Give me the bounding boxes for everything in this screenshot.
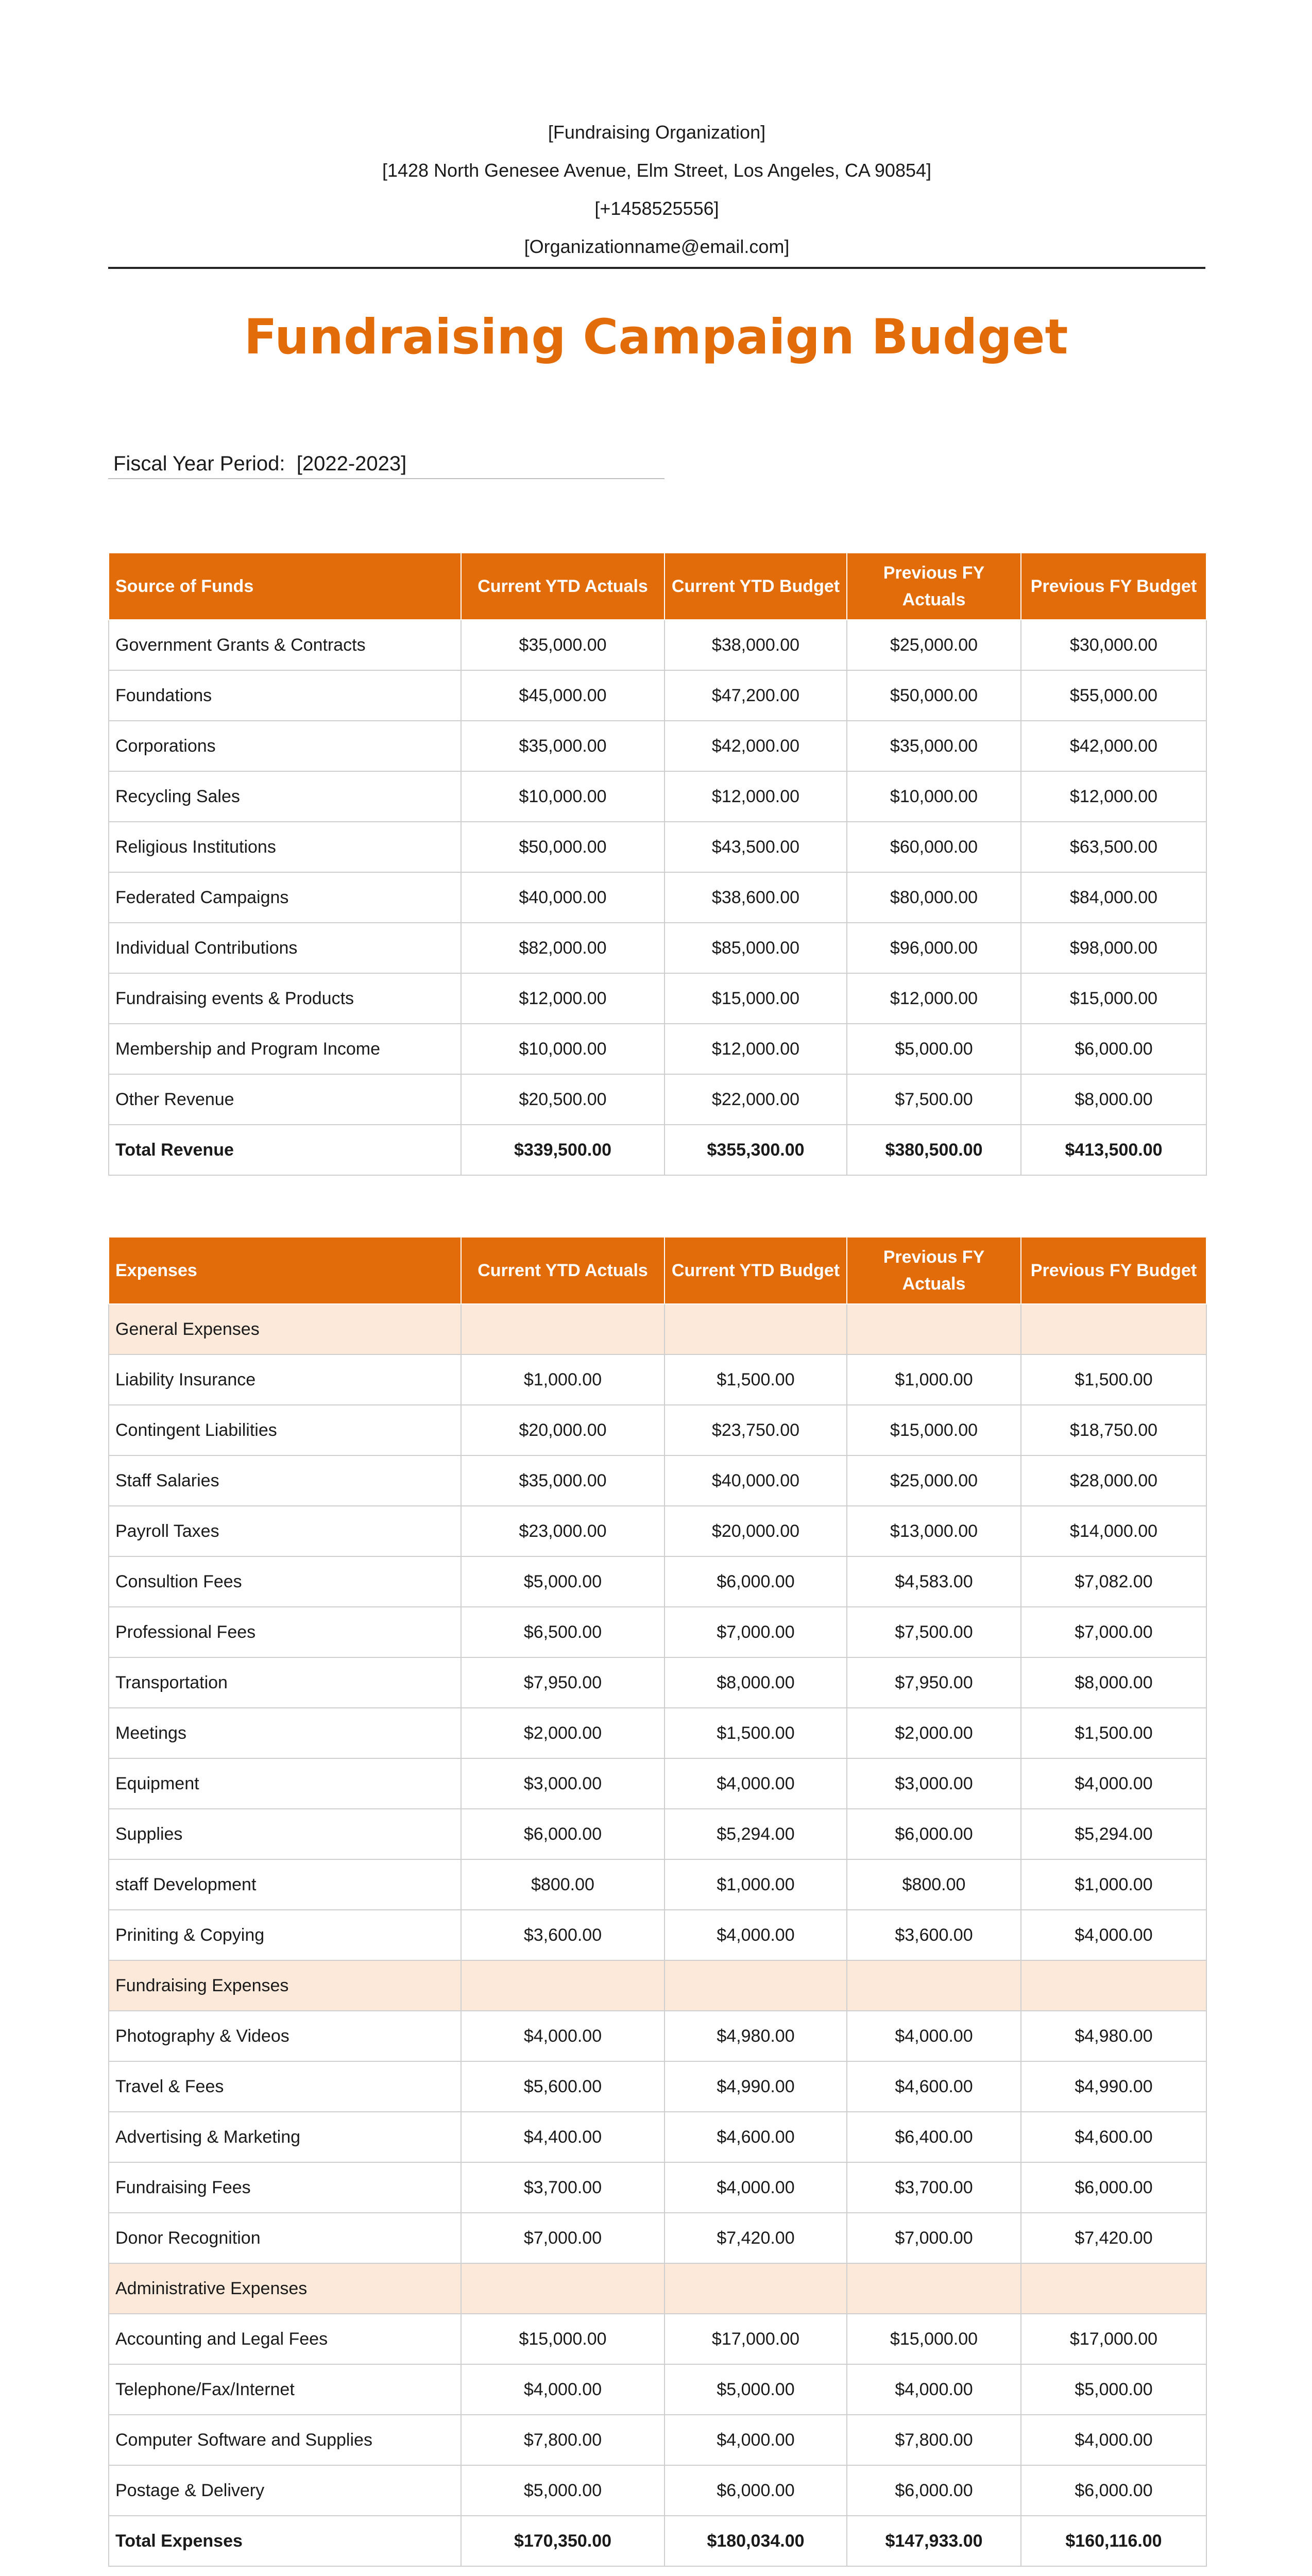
- amount-cell: $147,933.00: [847, 2516, 1021, 2566]
- column-header: Current YTD Actuals: [461, 1237, 664, 1304]
- section-header-row: [109, 2263, 1206, 2314]
- amount-cell: $4,400.00: [461, 2112, 664, 2162]
- amount-cell: $3,000.00: [461, 1758, 664, 1809]
- table-row: [109, 923, 1206, 973]
- table-row: [109, 1859, 1206, 1910]
- amount-cell: $42,000.00: [664, 721, 847, 771]
- row-label: Staff Salaries: [109, 1455, 461, 1506]
- table-row: [109, 973, 1206, 1024]
- section-header-row: [109, 1304, 1206, 1354]
- amount-cell: $1,500.00: [664, 1354, 847, 1405]
- column-header: Previous FY Actuals: [847, 553, 1021, 620]
- table-row: [109, 822, 1206, 872]
- empty-cell: [847, 1304, 1021, 1354]
- organization-name: [Fundraising Organization]: [548, 122, 766, 143]
- row-label: Postage & Delivery: [109, 2465, 461, 2516]
- amount-cell: $6,000.00: [664, 2465, 847, 2516]
- amount-cell: $47,200.00: [664, 670, 847, 721]
- amount-cell: $13,000.00: [847, 1506, 1021, 1556]
- row-label: Consultion Fees: [109, 1556, 461, 1607]
- row-label: Contingent Liabilities: [109, 1405, 461, 1455]
- amount-cell: $30,000.00: [1021, 620, 1206, 670]
- amount-cell: $2,000.00: [847, 1708, 1021, 1758]
- amount-cell: $2,000.00: [461, 1708, 664, 1758]
- amount-cell: $7,000.00: [847, 2213, 1021, 2263]
- amount-cell: $7,800.00: [461, 2415, 664, 2465]
- empty-cell: [664, 1304, 847, 1354]
- table-row: [109, 2213, 1206, 2263]
- amount-cell: $7,500.00: [847, 1607, 1021, 1657]
- table-row: [109, 2465, 1206, 2516]
- row-label: Membership and Program Income: [109, 1024, 461, 1074]
- row-label: Fundraising events & Products: [109, 973, 461, 1024]
- amount-cell: $15,000.00: [847, 1405, 1021, 1455]
- table-row: [109, 2162, 1206, 2213]
- amount-cell: $4,990.00: [664, 2061, 847, 2112]
- organization-address: [1428 North Genesee Avenue, Elm Street, Los Angeles, CA 90854]: [382, 160, 932, 181]
- amount-cell: $4,000.00: [664, 1758, 847, 1809]
- section-label: Administrative Expenses: [109, 2263, 461, 2314]
- amount-cell: $7,500.00: [847, 1074, 1021, 1125]
- amount-cell: $1,000.00: [1021, 1859, 1206, 1910]
- amount-cell: $40,000.00: [461, 872, 664, 923]
- table-row: [109, 1556, 1206, 1607]
- row-label: Total Expenses: [109, 2516, 461, 2566]
- table-header-row: [109, 553, 1206, 620]
- table-row: [109, 872, 1206, 923]
- table-row: [109, 620, 1206, 670]
- amount-cell: $10,000.00: [847, 771, 1021, 822]
- amount-cell: $4,600.00: [664, 2112, 847, 2162]
- amount-cell: $8,000.00: [664, 1657, 847, 1708]
- amount-cell: $15,000.00: [847, 2314, 1021, 2364]
- amount-cell: $380,500.00: [847, 1125, 1021, 1175]
- amount-cell: $4,990.00: [1021, 2061, 1206, 2112]
- amount-cell: $50,000.00: [847, 670, 1021, 721]
- row-label: Meetings: [109, 1708, 461, 1758]
- amount-cell: $6,400.00: [847, 2112, 1021, 2162]
- amount-cell: $4,600.00: [1021, 2112, 1206, 2162]
- empty-cell: [847, 2263, 1021, 2314]
- amount-cell: $1,000.00: [664, 1859, 847, 1910]
- amount-cell: $25,000.00: [847, 1455, 1021, 1506]
- amount-cell: $1,000.00: [847, 1354, 1021, 1405]
- amount-cell: $85,000.00: [664, 923, 847, 973]
- empty-cell: [1021, 1304, 1206, 1354]
- amount-cell: $25,000.00: [847, 620, 1021, 670]
- amount-cell: $4,980.00: [664, 2011, 847, 2061]
- amount-cell: $35,000.00: [847, 721, 1021, 771]
- row-label: Accounting and Legal Fees: [109, 2314, 461, 2364]
- row-label: Priniting & Copying: [109, 1910, 461, 1960]
- amount-cell: $5,294.00: [664, 1809, 847, 1859]
- amount-cell: $355,300.00: [664, 1125, 847, 1175]
- row-label: Fundraising Fees: [109, 2162, 461, 2213]
- section-label: General Expenses: [109, 1304, 461, 1354]
- amount-cell: $10,000.00: [461, 1024, 664, 1074]
- amount-cell: $4,000.00: [1021, 1758, 1206, 1809]
- row-label: Equipment: [109, 1758, 461, 1809]
- amount-cell: $1,000.00: [461, 1354, 664, 1405]
- row-label: Computer Software and Supplies: [109, 2415, 461, 2465]
- fiscal-year-label: Fiscal Year Period:: [113, 452, 285, 475]
- amount-cell: $1,500.00: [664, 1708, 847, 1758]
- empty-cell: [664, 1960, 847, 2011]
- amount-cell: $4,000.00: [1021, 2415, 1206, 2465]
- amount-cell: $23,750.00: [664, 1405, 847, 1455]
- amount-cell: $1,500.00: [1021, 1354, 1206, 1405]
- table-row: [109, 721, 1206, 771]
- amount-cell: $14,000.00: [1021, 1506, 1206, 1556]
- amount-cell: $6,000.00: [1021, 2465, 1206, 2516]
- amount-cell: $7,000.00: [664, 1607, 847, 1657]
- table-row: [109, 1809, 1206, 1859]
- amount-cell: $50,000.00: [461, 822, 664, 872]
- amount-cell: $5,000.00: [461, 1556, 664, 1607]
- document-title: Fundraising Campaign Budget: [244, 309, 1068, 365]
- empty-cell: [461, 1960, 664, 2011]
- amount-cell: $413,500.00: [1021, 1125, 1206, 1175]
- amount-cell: $160,116.00: [1021, 2516, 1206, 2566]
- total-row: [109, 2516, 1206, 2566]
- amount-cell: $7,950.00: [847, 1657, 1021, 1708]
- column-header: Source of Funds: [109, 553, 461, 620]
- amount-cell: $800.00: [461, 1859, 664, 1910]
- row-label: Transportation: [109, 1657, 461, 1708]
- amount-cell: $4,000.00: [664, 1910, 847, 1960]
- amount-cell: $7,950.00: [461, 1657, 664, 1708]
- table-row: [109, 2415, 1206, 2465]
- amount-cell: $180,034.00: [664, 2516, 847, 2566]
- amount-cell: $17,000.00: [1021, 2314, 1206, 2364]
- amount-cell: $3,000.00: [847, 1758, 1021, 1809]
- fiscal-year-period: [113, 452, 406, 476]
- table-row: [109, 1506, 1206, 1556]
- amount-cell: $22,000.00: [664, 1074, 847, 1125]
- row-label: Advertising & Marketing: [109, 2112, 461, 2162]
- table-row: [109, 2314, 1206, 2364]
- section-header-row: [109, 1960, 1206, 2011]
- amount-cell: $8,000.00: [1021, 1074, 1206, 1125]
- amount-cell: $35,000.00: [461, 1455, 664, 1506]
- amount-cell: $45,000.00: [461, 670, 664, 721]
- amount-cell: $3,600.00: [847, 1910, 1021, 1960]
- amount-cell: $4,000.00: [847, 2364, 1021, 2415]
- row-label: Other Revenue: [109, 1074, 461, 1125]
- amount-cell: $60,000.00: [847, 822, 1021, 872]
- table-row: [109, 1405, 1206, 1455]
- table-row: [109, 1024, 1206, 1074]
- expenses-table: [108, 1236, 1207, 2567]
- amount-cell: $28,000.00: [1021, 1455, 1206, 1506]
- amount-cell: $35,000.00: [461, 620, 664, 670]
- row-label: Photography & Videos: [109, 2011, 461, 2061]
- amount-cell: $38,600.00: [664, 872, 847, 923]
- amount-cell: $4,600.00: [847, 2061, 1021, 2112]
- amount-cell: $7,420.00: [1021, 2213, 1206, 2263]
- empty-cell: [847, 1960, 1021, 2011]
- amount-cell: $5,294.00: [1021, 1809, 1206, 1859]
- row-label: Recycling Sales: [109, 771, 461, 822]
- amount-cell: $18,750.00: [1021, 1405, 1206, 1455]
- amount-cell: $4,000.00: [664, 2415, 847, 2465]
- column-header: Current YTD Budget: [664, 553, 847, 620]
- amount-cell: $6,000.00: [664, 1556, 847, 1607]
- total-row: [109, 1125, 1206, 1175]
- amount-cell: $4,000.00: [461, 2011, 664, 2061]
- amount-cell: $12,000.00: [847, 973, 1021, 1024]
- source-of-funds-table: [108, 552, 1207, 1176]
- amount-cell: $1,500.00: [1021, 1708, 1206, 1758]
- amount-cell: $23,000.00: [461, 1506, 664, 1556]
- amount-cell: $3,700.00: [461, 2162, 664, 2213]
- amount-cell: $3,700.00: [847, 2162, 1021, 2213]
- table-row: [109, 1455, 1206, 1506]
- amount-cell: $7,000.00: [461, 2213, 664, 2263]
- amount-cell: $5,000.00: [461, 2465, 664, 2516]
- amount-cell: $12,000.00: [664, 1024, 847, 1074]
- fiscal-year-underline: [108, 478, 664, 479]
- amount-cell: $5,000.00: [664, 2364, 847, 2415]
- amount-cell: $20,000.00: [461, 1405, 664, 1455]
- row-label: Religious Institutions: [109, 822, 461, 872]
- row-label: Supplies: [109, 1809, 461, 1859]
- table-row: [109, 1354, 1206, 1405]
- amount-cell: $6,000.00: [1021, 1024, 1206, 1074]
- organization-phone: [+1458525556]: [594, 198, 719, 219]
- amount-cell: $7,000.00: [1021, 1607, 1206, 1657]
- table-row: [109, 1607, 1206, 1657]
- amount-cell: $40,000.00: [664, 1455, 847, 1506]
- table-row: [109, 2061, 1206, 2112]
- amount-cell: $6,000.00: [847, 2465, 1021, 2516]
- column-header: Previous FY Budget: [1021, 1237, 1206, 1304]
- amount-cell: $17,000.00: [664, 2314, 847, 2364]
- table-row: [109, 670, 1206, 721]
- amount-cell: $35,000.00: [461, 721, 664, 771]
- amount-cell: $170,350.00: [461, 2516, 664, 2566]
- table-row: [109, 1910, 1206, 1960]
- amount-cell: $7,800.00: [847, 2415, 1021, 2465]
- amount-cell: $4,583.00: [847, 1556, 1021, 1607]
- amount-cell: $82,000.00: [461, 923, 664, 973]
- amount-cell: $15,000.00: [461, 2314, 664, 2364]
- table-row: [109, 2364, 1206, 2415]
- amount-cell: $7,420.00: [664, 2213, 847, 2263]
- amount-cell: $12,000.00: [664, 771, 847, 822]
- table-row: [109, 771, 1206, 822]
- row-label: Government Grants & Contracts: [109, 620, 461, 670]
- amount-cell: $96,000.00: [847, 923, 1021, 973]
- row-label: Travel & Fees: [109, 2061, 461, 2112]
- amount-cell: $55,000.00: [1021, 670, 1206, 721]
- row-label: Federated Campaigns: [109, 872, 461, 923]
- table-header-row: [109, 1237, 1206, 1304]
- column-header: Current YTD Actuals: [461, 553, 664, 620]
- amount-cell: $12,000.00: [461, 973, 664, 1024]
- fiscal-year-value[interactable]: [2022-2023]: [296, 452, 407, 475]
- amount-cell: $4,000.00: [847, 2011, 1021, 2061]
- amount-cell: $15,000.00: [664, 973, 847, 1024]
- amount-cell: $8,000.00: [1021, 1657, 1206, 1708]
- table-row: [109, 1074, 1206, 1125]
- empty-cell: [664, 2263, 847, 2314]
- amount-cell: $4,000.00: [461, 2364, 664, 2415]
- amount-cell: $10,000.00: [461, 771, 664, 822]
- amount-cell: $43,500.00: [664, 822, 847, 872]
- amount-cell: $84,000.00: [1021, 872, 1206, 923]
- amount-cell: $4,000.00: [1021, 1910, 1206, 1960]
- row-label: Individual Contributions: [109, 923, 461, 973]
- amount-cell: $5,000.00: [1021, 2364, 1206, 2415]
- empty-cell: [461, 1304, 664, 1354]
- table-row: [109, 1657, 1206, 1708]
- column-header: Previous FY Budget: [1021, 553, 1206, 620]
- amount-cell: $63,500.00: [1021, 822, 1206, 872]
- amount-cell: $42,000.00: [1021, 721, 1206, 771]
- empty-cell: [1021, 1960, 1206, 2011]
- amount-cell: $5,600.00: [461, 2061, 664, 2112]
- organization-header: [108, 113, 1205, 266]
- column-header: Current YTD Budget: [664, 1237, 847, 1304]
- amount-cell: $80,000.00: [847, 872, 1021, 923]
- amount-cell: $6,000.00: [847, 1809, 1021, 1859]
- header-divider: [108, 267, 1205, 269]
- empty-cell: [461, 2263, 664, 2314]
- amount-cell: $12,000.00: [1021, 771, 1206, 822]
- column-header: Expenses: [109, 1237, 461, 1304]
- row-label: Telephone/Fax/Internet: [109, 2364, 461, 2415]
- amount-cell: $6,000.00: [461, 1809, 664, 1859]
- amount-cell: $800.00: [847, 1859, 1021, 1910]
- section-label: Fundraising Expenses: [109, 1960, 461, 2011]
- amount-cell: $5,000.00: [847, 1024, 1021, 1074]
- row-label: Professional Fees: [109, 1607, 461, 1657]
- amount-cell: $38,000.00: [664, 620, 847, 670]
- amount-cell: $15,000.00: [1021, 973, 1206, 1024]
- table-row: [109, 1758, 1206, 1809]
- amount-cell: $98,000.00: [1021, 923, 1206, 973]
- empty-cell: [1021, 2263, 1206, 2314]
- amount-cell: $20,000.00: [664, 1506, 847, 1556]
- row-label: Liability Insurance: [109, 1354, 461, 1405]
- row-label: staff Development: [109, 1859, 461, 1910]
- amount-cell: $3,600.00: [461, 1910, 664, 1960]
- amount-cell: $6,500.00: [461, 1607, 664, 1657]
- row-label: Donor Recognition: [109, 2213, 461, 2263]
- amount-cell: $339,500.00: [461, 1125, 664, 1175]
- amount-cell: $4,980.00: [1021, 2011, 1206, 2061]
- amount-cell: $7,082.00: [1021, 1556, 1206, 1607]
- column-header: Previous FY Actuals: [847, 1237, 1021, 1304]
- table-row: [109, 2112, 1206, 2162]
- row-label: Corporations: [109, 721, 461, 771]
- organization-email: [Organizationname@email.com]: [524, 236, 790, 257]
- row-label: Payroll Taxes: [109, 1506, 461, 1556]
- table-row: [109, 2011, 1206, 2061]
- row-label: Foundations: [109, 670, 461, 721]
- amount-cell: $20,500.00: [461, 1074, 664, 1125]
- table-row: [109, 1708, 1206, 1758]
- amount-cell: $4,000.00: [664, 2162, 847, 2213]
- row-label: Total Revenue: [109, 1125, 461, 1175]
- amount-cell: $6,000.00: [1021, 2162, 1206, 2213]
